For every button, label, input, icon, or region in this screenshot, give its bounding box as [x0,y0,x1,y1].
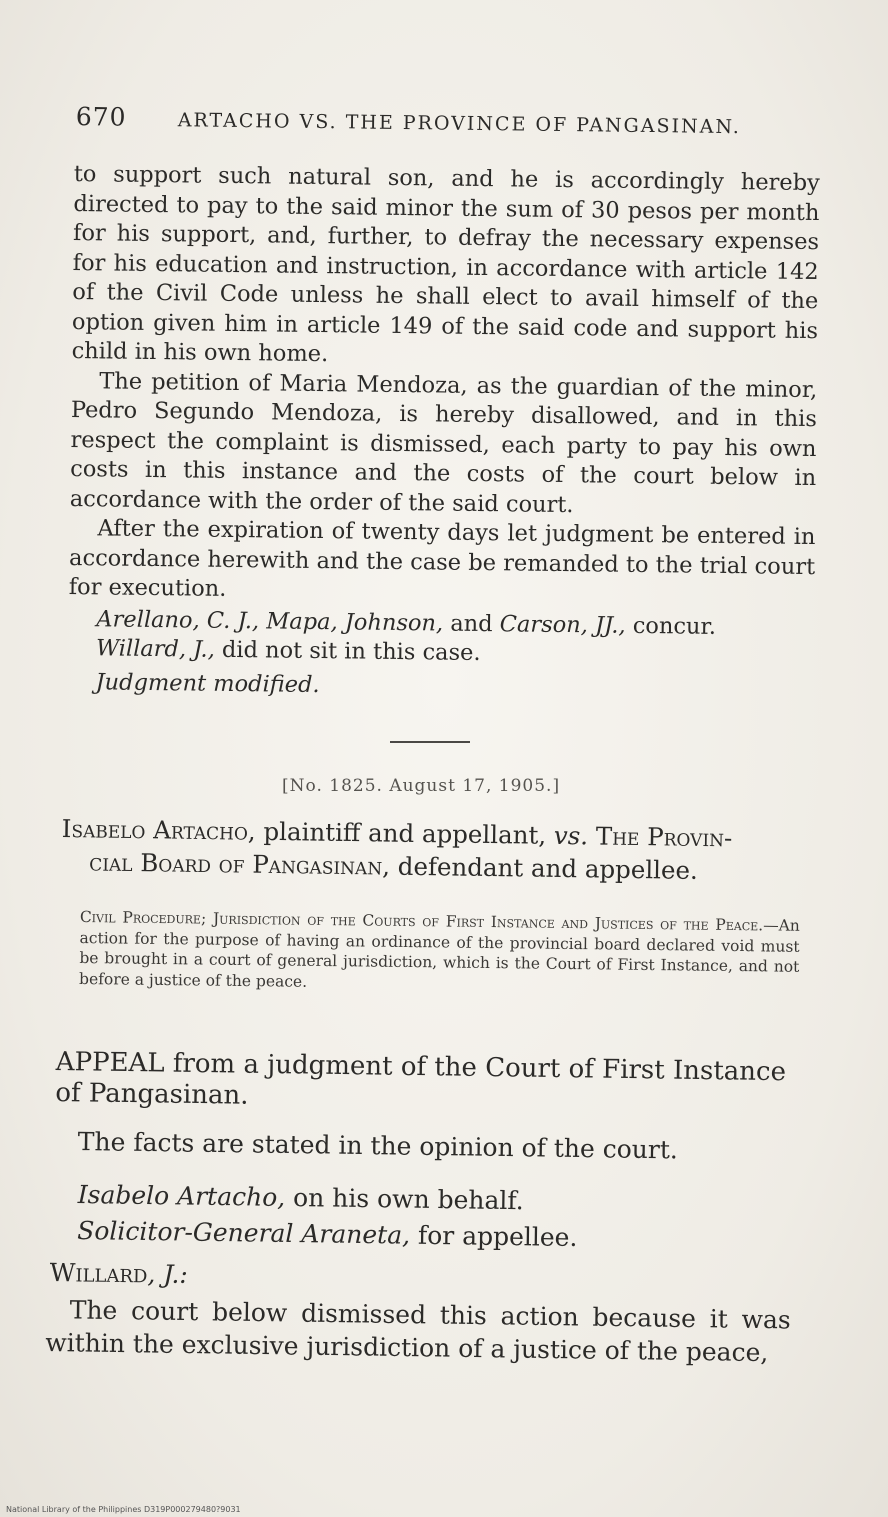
paragraph-petition-disallowed: The petition of Maria Mendoza, as the guardian of the minor, Pedro Segundo Mendoza, is hereby disallowed, and in this respect the complaint is dismissed, each party to pay his own costs in this instance and the costs of the court below in accordance with the order of the said court. [69,367,818,518]
opinion-paragraph: The court below dismissed this action because it was within the exclusive jurisdiction of a justice of the peace, [45,1295,791,1368]
plaintiff-role: , plaintiff and appellant, [247,816,555,850]
counsel-2-name: Solicitor-General Araneta, [77,1215,411,1250]
counsel [77,1177,578,1256]
case-number: [No. 1825. August 17, 1905.] [282,776,561,796]
section-divider [390,741,470,743]
page-header [75,102,826,139]
paragraph-judgment-entry: After the expiration of twenty days let judgment be entered in accordance herewith and the case be remanded to the trial court for execution. [68,515,816,602]
page-number: 670 [75,102,127,132]
running-title: ARTACHO VS. THE PROVINCE OF PANGASINAN. [177,109,741,139]
appeal-lead: APPEAL [55,1047,165,1079]
opinion-author [50,1258,188,1289]
appeal-text: from a judgment of the Court of First Instance of Pangasinan. [55,1048,787,1111]
plaintiff-name: Isabelo Artacho [61,813,249,846]
counsel-appellee [77,1213,578,1256]
justice-name: Willard [49,1258,148,1289]
defendant-name-part2: cial Board of Pangasinan [89,847,383,881]
concurring-justice-carson: Carson, JJ., [499,610,626,639]
non-participation-text: did not sit in this case. [214,636,481,667]
versus: vs. [553,820,589,851]
justice-willard: Willard, J., [95,635,215,663]
disposition: Judgment modified. [95,668,320,698]
facts-statement: The facts are stated in the opinion of the court. [77,1127,679,1165]
defendant-role: , defendant and appellee. [381,851,698,885]
justice-suffix: , J.: [147,1259,189,1289]
concur-and: and [442,610,500,637]
paragraph-support-order: to support such natural son, and he is accordingly hereby directed to pay to the said minor the sum of 30 pesos per month for his support, and, further, to defray the necessary expenses for his education and instruction, in accordance with article 142 of the Civil Code unless he shall elect to avail himself of the option given him in article 149 of the said code and support his child in his own home. [71,160,820,368]
syllabus-heading: Civil Procedure; Jurisdiction of the Courts of First Instance and Justices of the Peace. [79,907,764,935]
defendant-name-part1: The Provin- [587,821,733,853]
appeal-statement [55,1047,816,1120]
archive-footer: National Library of the Philippines D319P000279480?9031 [6,1505,241,1514]
concur-text: concur. [625,612,717,640]
previous-case-conclusion [67,160,820,706]
concurring-justices: Arellano, C. J., Mapa, Johnson, [96,605,444,637]
case-title [61,812,822,889]
syllabus [79,907,800,998]
syllabus-text: —An action for the purpose of having an ordinance of the provincial board declared void must be brought in a court of general jurisdiction, which is the Court of First Instance, and not before a justice of the peace. [79,916,800,991]
counsel-1-text: on his own behalf. [285,1182,524,1216]
counsel-1-name: Isabelo Artacho, [77,1179,286,1212]
opinion-text [45,1293,791,1369]
counsel-2-text: for appellee. [409,1220,578,1252]
